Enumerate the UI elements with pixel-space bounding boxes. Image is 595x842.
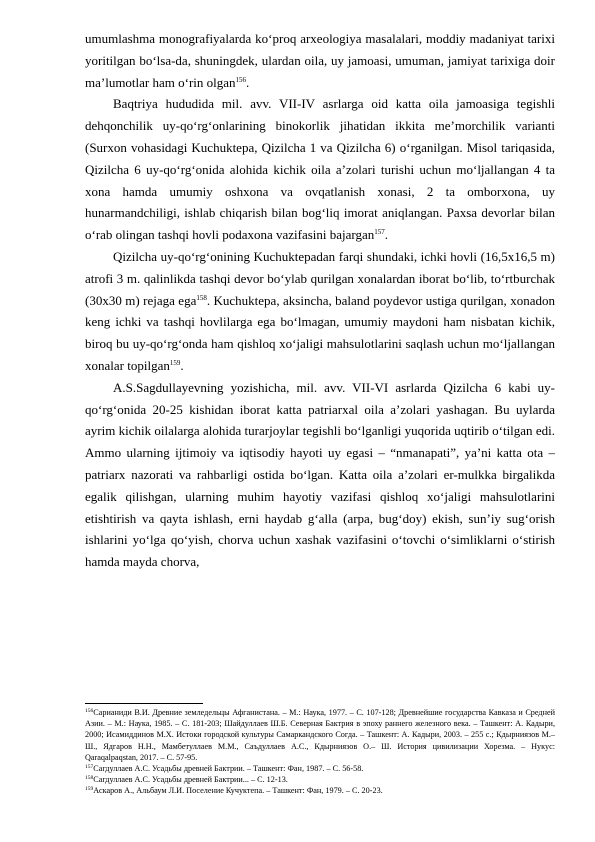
paragraph-1 xyxy=(85,28,555,93)
footnote-text: Сарианиди В.И. Древние земледельцы Афганистана. – М.: Наука, 1977. – С. 107-128; Древнейшие государства Кавказа и Средней Азии. – М.: Наука, 1985. – С. 181-203; Шайдуллаев Ш.Б. Северная Бактрия в эпоху раннего железного века. – Ташкент: А. Кадыри, 2000; Исамиддинов М.Х. Истоки городской культуры Самаркандского Согда. – Ташкент: А. Кадыри, 2003. – 255 с.; Кдырниязов М.– Ш., Ядгаров Н.Н., Мамбетуллаев М.М., Саъдуллаев А.С., Кдырниязов О.– Ш. История цивилизации Хорезма. – Нукус: Qaraqalpaqstan, 2017. – С. 57-95. xyxy=(85,708,555,762)
paragraph-2 xyxy=(85,93,555,246)
paragraph-1-text: umumlashma monografiyalarda ko‘proq arxeologiya masalalari, moddiy madaniyat tarixi yoritilgan bo‘lsa-da, shuningdek, ulardan oila, uy jamoasi, umuman, jamiyat tarixiga doir ma’lumotlar ham o‘rin olgan xyxy=(85,31,555,90)
footnote-159 xyxy=(85,785,555,796)
paragraph-4-text: A.S.Sagdullayevning yozishicha, mil. avv. VII-VI asrlarda Qizilcha 6 kabi uy-qo‘rg‘onida 20-25 kishidan iborat katta patriarxal oila a’zolari yashagan. Bu uylarda ayrim kichik oilalarga alohida turarjoylar tegishli bo‘lganligi yuqorida uqtirib o‘tilgan edi. Ammo ularning ijtimoiy va iqtisodiy hayoti uy egasi – “nmanapati”, ya’ni katta ota – patriarx nazorati va rahbarligi ostida bo‘lgan. Katta oila a’zolari er-mulkka birgalikda egalik qilishgan, ularning muhim hayotiy vazifasi qishloq xo‘jaligi mahsulotlarini etishtirish va qayta ishlash, erni haydab g‘alla (arpa, bug‘doy) ekish, sun’iy sug‘orish ishlarini yo‘lga qo‘yish, chorva uchun xashak vazifasini o‘tovchi o‘simliklarni o‘stirish hamda mayda chorva, xyxy=(85,379,555,570)
footnote-number: 158 xyxy=(85,775,94,782)
footnote-157 xyxy=(85,763,555,774)
paragraph-3 xyxy=(85,246,555,377)
main-text xyxy=(85,28,555,573)
footnote-158 xyxy=(85,774,555,785)
paragraph-2-text: Baqtriya hududida mil. avv. VII-IV asrlarga oid katta oila jamoasiga tegishli dehqonchilik uy-qo‘rg‘onlarining binokorlik jihatidan ikkita me’morchilik varianti (Surxon vohasidagi Kuchuktepa, Qizilcha 1 va Qizilcha 6) o‘rganilgan. Misol tariqasida, Qizilcha 6 uy-qo‘rg‘onida alohida kichik oila a’zolari turishi uchun mo‘ljallangan 4 ta xona hamda umumiy oshxona va ovqatlanish xonasi, 2 ta omborxona, uy hunarmandchiligi, ishlab chiqarish bilan bog‘liq imorat aniqlangan. Paxsa devorlar bilan o‘rab olingan tashqi hovli podaxona vazifasini bajargan xyxy=(85,96,555,243)
footnote-text: Аскаров А., Альбаум Л.И. Поселение Кучуктепа. – Ташкент: Фан, 1979. – С. 20-23. xyxy=(93,786,383,796)
footnotes xyxy=(85,707,555,797)
footnote-text: Сагдуллаев А.С. Усадьбы древней Бактрии. – Ташкент: Фан, 1987. – С. 56-58. xyxy=(93,764,364,774)
footnote-ref-156[interactable]: 156 xyxy=(235,75,247,84)
footnote-number: 157 xyxy=(85,764,94,771)
footnote-text: Сагдуллаев А.С. Усадьбы древней Бактрии... – С. 12-13. xyxy=(93,775,288,785)
footnote-number: 159 xyxy=(85,786,94,793)
paragraph-3-text: Qizilcha uy-qo‘rg‘onining Kuchuktepadan farqi shundaki, ichki hovli (16,5x16,5 m) atrofi 3 m. qalinlikda tashqi devor bo‘ylab qurilgan xonalardan iborat bo‘lib, to‘rtburchak (30x30 m) rejaga ega xyxy=(85,248,555,308)
footnote-ref-157[interactable]: 157 xyxy=(374,228,385,237)
footnote-separator xyxy=(85,703,203,704)
paragraph-3-tail: . Kuchuktepa, aksincha, baland poydevor ustiga qurilgan, xonadon keng ichki va tashqi hovlilarga ega bo‘lmagan, umumiy maydoni ham nisbatan kichik, biroq bu uy-qo‘rg‘onda ham qishloq xo‘jaligi mahsulotlarini saqlash uchun mo‘ljallangan xonalar topilgan xyxy=(85,292,556,373)
footnote-ref-158[interactable]: 158 xyxy=(196,293,207,302)
footnote-156 xyxy=(85,707,555,763)
paragraph-3-tail-2: . xyxy=(180,357,184,373)
paragraph-2-tail: . xyxy=(384,227,389,243)
footnote-number: 156 xyxy=(85,708,94,714)
paragraph-4 xyxy=(85,377,555,573)
paragraph-1-tail: . xyxy=(246,74,250,90)
footnote-ref-159[interactable]: 159 xyxy=(169,358,181,367)
